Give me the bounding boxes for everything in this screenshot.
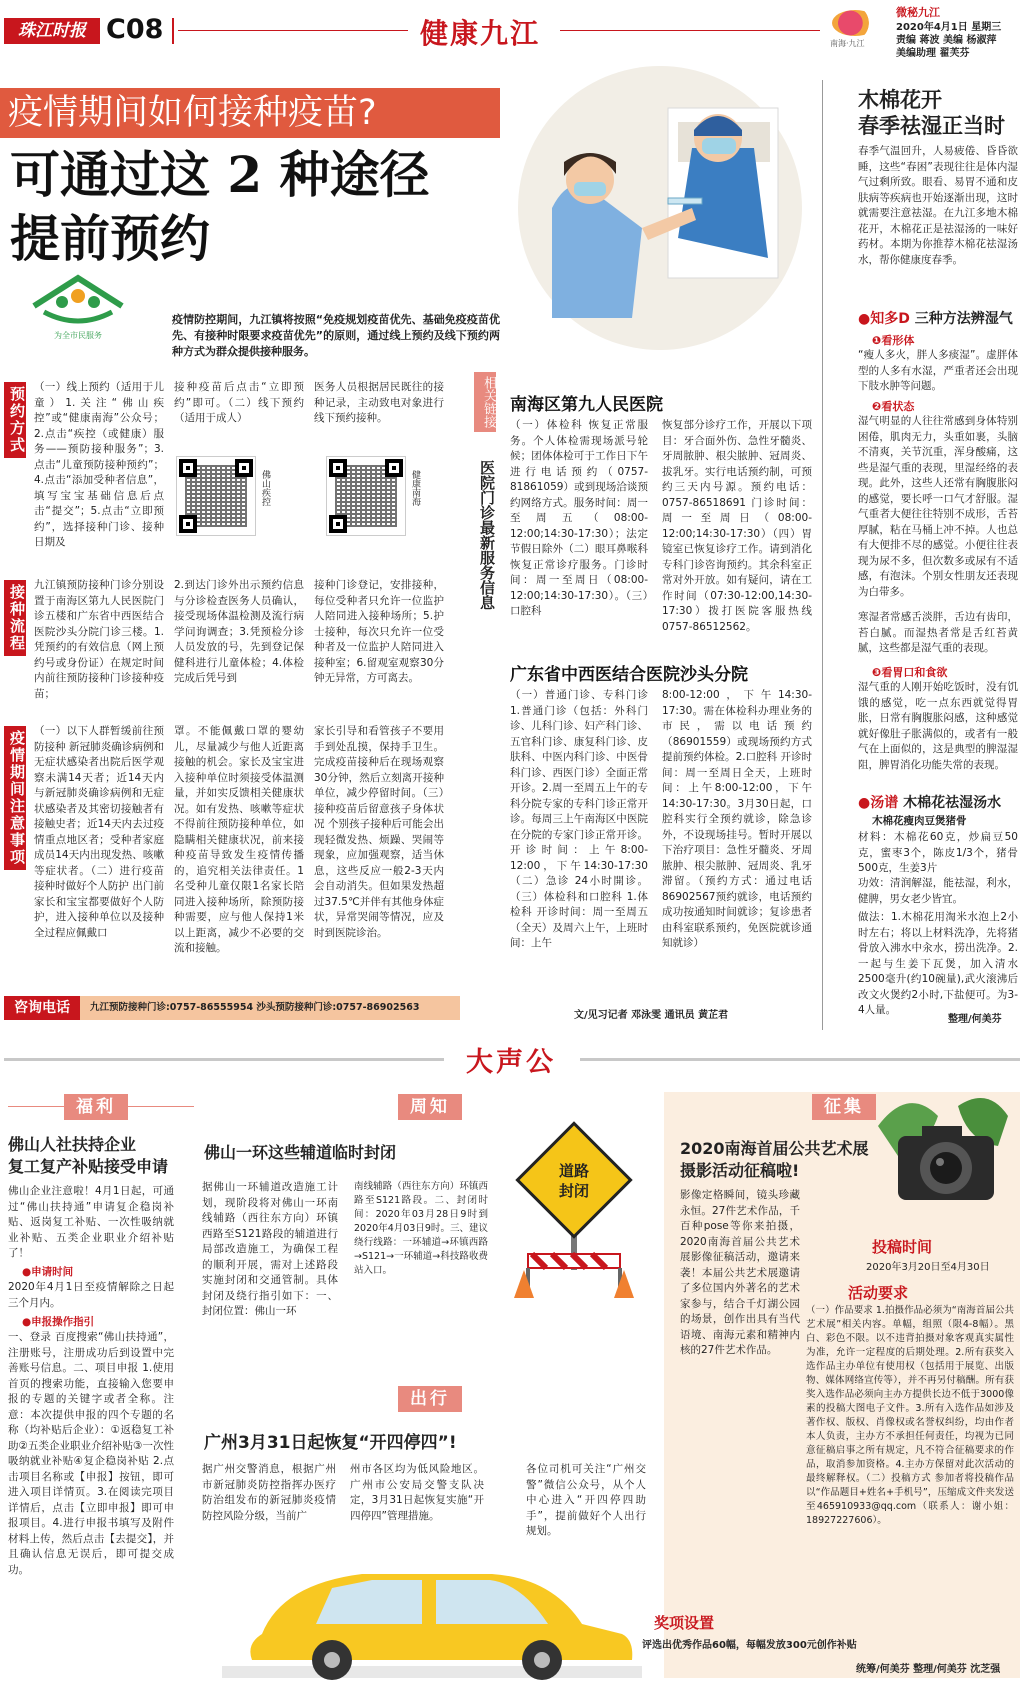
- hospital-1-col-2: 恢复部分诊疗工作，开展以下项目：牙合面外伤、急性牙髓炎、牙周脓肿、根尖脓肿、冠周炎、拔乳牙。实行电话预约制，可预约三天内号源。预约电话：0757-86518691 门诊时间：周一至周日（08:00-12:00;14:30-17:30）（四）胃镜室已恢复诊疗工作。请到消化专科门诊咨询预约。其余科室正常对外开放。如有疑问，请在工作时间（07:30-12:00,14:30-17:30）拨打医院客服热线0757-86512562。: [662, 419, 812, 633]
- label-booking: 预约方式: [4, 382, 26, 458]
- hospital-2-col-2: 8:00-12:00，下午14:30-17:30。需在体检科办理业务的市民，需以电话预约（86901559）或现场预约方式提前预约体检。2.口腔科 开诊时间：周一至周日全天，上班时间：上午8:00-12:00，下午14:30-17:30。3月30日起，口腔科实行全预约就诊，除急诊外，不设现场挂号。暂时开展以下治疗项目：急性牙髓炎、牙周脓肿、根尖脓肿、冠周炎、乳牙滞留。（预约方式：通过电话86902567预约就诊，电话预约成功按通知时间就诊；复诊患者由科室联系预约，免医院就诊通知就诊）: [662, 689, 812, 949]
- soup-title: 木棉花祛湿汤水: [903, 795, 1002, 811]
- booking-col-3: 医务人员根据居民既往的接种记录，主动致电对象进行线下预约接种。: [314, 381, 444, 424]
- method-3-label: ❸看胃口和食欲: [872, 666, 948, 679]
- flow-col-1: 九江镇预防接种门诊分别设置于南海区第九人民医院门诊五楼和广东省中西医结合医院沙头分院门诊三楼。1.凭预约的有效信息（网上预约号或身份证）在规定时间内前往预防接种门诊接种疫苗；: [34, 579, 164, 700]
- kapok-title-2: 春季祛湿正当时: [858, 114, 1005, 138]
- clinic-byline: 文/见习记者 邓泳雯 通讯员 黄芷君: [574, 1010, 729, 1021]
- logo-caption: 为全市民服务: [54, 331, 102, 340]
- travel-col-2: 州市各区均为低风险地区。广州市公安局交警支队决定，3月31日起恢复实施“开四停四”管理措施。: [350, 1463, 484, 1522]
- section-logo: [830, 8, 890, 52]
- qr-label-2: 健康南海: [410, 470, 420, 506]
- contest-award-label: 奖项设置: [654, 1614, 715, 1632]
- kapok-byline: 整理/何美芬: [948, 1014, 1002, 1025]
- logo-graphic: [832, 10, 878, 36]
- booking-col-2: 接种疫苗后点击“立即预约”即可。（二）线下预约（适用于成人）: [174, 381, 304, 424]
- travel-tag: 出行: [398, 1386, 462, 1412]
- hospital-1-col-1: （一）体检科 恢复正常服务。个人体检需现场派号轮候；团体体检可于工作日下午进行电话预约（0757-81861059）或到现场洽谈预约网络方式。服务时间：周一至周五（08:00-12:00;14:30-17:30）；法定节假日除外（二）眼耳鼻喉科 恢复正常诊疗服务。门诊时间：周一至周日（08:00-12:00;14:30-17:30）。（三）口腔科: [510, 419, 648, 617]
- kapok-intro: 春季气温回升，人易疲倦、昏昏欲睡，这些“春困”表现往往是体内湿气过剩所致。眼看、易胃不通和皮肤病等疾病也开始逐渐出现，这时就需要注意祛湿。在九江多地木棉花开，木棉花正是祛湿汤的一味好药材。本期为你推荐木棉花祛湿汤水，帮你健康度春季。: [858, 145, 1018, 266]
- consult-label: 咨询电话: [4, 996, 80, 1020]
- footer-byline: 统筹/何美芬 整理/何美芬 沈芝强: [856, 1664, 1001, 1675]
- welfare-title-1: 佛山人社扶持企业: [8, 1135, 137, 1154]
- label-notes: 疫情期间注意事项: [4, 726, 26, 870]
- soup-method: 做法：1.木棉花用淘米水泡上2小时左右；将以上材料洗净，先将猪骨放入沸水中汆水，捞出洗净。2.一起与生姜下瓦煲，加入清水2500毫升(约10碗量),武火滚沸后改文火煲约2小时,下盐便可。为3-4人量。: [858, 911, 1018, 1016]
- kapok-title-1: 木棉花开: [858, 88, 942, 112]
- travel-title: 广州3月31日起恢复“开四停四”!: [204, 1433, 457, 1453]
- contest-award-text: 评选出优秀作品60幅，每幅发放300元创作补贴: [642, 1640, 857, 1651]
- qr-code-health-nanhai[interactable]: [326, 456, 406, 536]
- welfare-time-label: ●申请时间: [22, 1266, 74, 1278]
- soup-effect: 功效：清润解湿，能祛湿，利水，健脾，男女老少皆宜。: [858, 877, 1018, 905]
- logo-sub: 南海·九江: [830, 39, 865, 48]
- welfare-title-2: 复工复产补贴接受申请: [8, 1157, 169, 1176]
- notice-col-2: 南线辅路（西往东方向）环镇西路至S121路段。二、封闭时间：2020年03月28日9时到2020年4月03日9时。三、建议绕行线路：一环辅道→环镇西路→S121→一环辅道→科技路收费站入口。: [354, 1181, 488, 1276]
- soup-ingredients: 材料：木棉花60克，炒扁豆50克，蜜枣3个，陈皮1/3个，猪骨500克，生姜3片: [858, 831, 1018, 874]
- qr-code-foshan-cdc[interactable]: [176, 456, 256, 536]
- method-2-text-2: 寒湿者常感舌淡胖，舌边有齿印，苔白腻。而湿热者常是舌红苔黄腻，这些都是湿气重的表现。: [858, 611, 1018, 654]
- consult-text: 九江预防接种门诊:0757-86555954 沙头预防接种门诊:0757-86902563: [90, 1002, 420, 1013]
- hospital-1-title: 南海区第九人民医院: [510, 395, 663, 415]
- clinic-logo: [22, 272, 134, 344]
- feature-headline-2: 提前预约: [10, 209, 210, 268]
- qr-label-1: 佛山疾控: [260, 470, 270, 506]
- flow-col-3: 接种门诊登记，安排接种，每位受种者只允许一位监护人陪同进入接种场所；5.护士接种，每次只允许一位受种者及一位监护人陪同进入接种室；6.留观室观察30分钟无异常，方可离去。: [314, 579, 444, 684]
- dsg-title: 大声公: [466, 1047, 556, 1078]
- welfare-time-text: 2020年4月1日至疫情解除之日起三个月内。: [8, 1281, 174, 1309]
- logo-text: 微秘九江: [896, 6, 940, 19]
- travel-col-1: 据广州交警消息，根据广州市新冠肺炎防控指挥办医疗防治组发布的新冠肺炎疫情防控风险分级，当前广: [202, 1463, 336, 1522]
- hospital-2-title: 广东省中西医结合医院沙头分院: [510, 665, 748, 685]
- editor-line: 责编 蒋波 美编 杨淑萍: [896, 35, 997, 46]
- feature-headline-1: 可通过这 2 种途径: [10, 145, 430, 204]
- sign-text-1: 道路: [558, 1162, 589, 1180]
- label-flow: 接种流程: [4, 580, 26, 656]
- travel-col-3: 各位司机可关注“广州交警”微信公众号，从个人中心进入“开四停四助手”，提前做好个人出行规划。: [526, 1463, 646, 1537]
- notice-col-1: 据佛山一环辅道改造施工计划，现阶段将对佛山一环南线辅路（西往东方向）环镇西路至S121路段的辅道进行局部改造施工，为确保工程的顺利开展，需对上述路段实施封闭和交通管制。具体封闭及绕行指引如下：一、封闭位置：佛山一环: [202, 1181, 338, 1317]
- car-illustration: [222, 1544, 642, 1678]
- booking-col-1: （一）线上预约（适用于儿童）1.关注“佛山疾控”或“健康南海”公众号；2.点击“疾控（或健康）服务——预防接种服务”；3.点击“儿童预防接种预约”；4.点击“添加受种者信息”，填写宝宝基础信息后点击“提交”；5.点击“立即预约”，选择接种门诊、接种日期及: [34, 381, 164, 548]
- method-1-label: ❶看形体: [872, 334, 915, 347]
- flow-col-2: 2.到达门诊外出示预约信息与分诊检查医务人员确认，接受现场体温检测及流行病学问询调查；3.凭预检分诊人员发放的号，先到登记保健科进行儿童体检；4.体检完成后凭号到: [174, 579, 304, 684]
- assistant-line: 美编助理 翟芙芬: [896, 48, 970, 59]
- contest-intro: 影像定格瞬间，镜头珍藏永恒。27件艺术作品，千百种pose等你来拍摄，2020南海首届公共艺术展影像征稿活动，邀请来袭！本届公共艺术展邀请了多位国内外著名的艺术家参与，结合千灯湖公园的场景，创作出具有当代语境、南海元素和精神内核的27件艺术作品。: [680, 1189, 800, 1356]
- method-1-text: “瘦人多火，胖人多痰湿”。虚胖体型的人多有水湿，严重者还会出现下肢水肿等问题。: [858, 349, 1018, 392]
- welfare-body: 佛山企业注意啦！4月1日起，可通过“佛山扶持通”申请复企稳岗补贴、返岗复工补贴、一次性吸纳就业补贴、五类企业职业介绍补贴了！: [8, 1185, 174, 1259]
- know-label: ●知多D: [858, 311, 910, 327]
- column-divider: [822, 80, 823, 1030]
- soup-name: 木棉花瘦肉豆煲猪骨: [872, 815, 967, 827]
- section-title: 健康九江: [420, 17, 541, 50]
- dsg-rule-left: [4, 1058, 444, 1061]
- vaccination-illustration: [492, 58, 808, 358]
- issue-date: 2020年4月1日 星期三: [896, 22, 1002, 33]
- feature-kicker: 疫情期间如何接种疫苗?: [8, 93, 377, 133]
- welfare-tag: 福利: [64, 1094, 128, 1120]
- notes-col-3: 家长引导和看管孩子不要用手到处乱摸，保持手卫生。完成疫苗接种后在现场观察30分钟，然后立刻离开接种单位，减少停留时间。（三）接种疫苗后留意孩子身体状况 个别孩子接种后可能会出现轻微发热、烦躁、哭闹等现象，应加强观察，适当休息，这些反应一般2-3天内会自动消失。但如果发热超过37.5℃并伴有其他身体症状，异常哭闹等情况，应及时到医院诊治。: [314, 725, 444, 939]
- method-3-text: 湿气重的人刚开始吃饭时，没有饥饿的感觉，吃一点东西就觉得胃胀，日常有胸腹胀闷感，这种感觉就好像肚子胀满似的，或者有一般气在上面似的，这是典型的脾湿湿阻，脾胃消化功能失常的表现。: [858, 681, 1018, 771]
- method-2-text: 湿气明显的人往往常感到身体特别困倦，肌肉无力，头重如裹，头脑不清爽，关节沉重，浑身酸痛，这些是湿气重的表现，里湿经络的表现。此外，这些人还常有胸腹胀闷的感觉，要长呼一口气才舒服。湿气重者大便往往特别不成形，舌苔厚腻，粘在马桶上冲不掉。人也总有大便排不尽的感觉。小便往往表现为尿不多，但次数多或尿有不适感，有泡沫。个别女性朋友还表现为白带多。: [858, 415, 1018, 598]
- welfare-guide-label: ●申报操作指引: [22, 1316, 95, 1328]
- masthead: [0, 0, 1024, 58]
- contest-title-1: 2020南海首届公共艺术展: [680, 1139, 869, 1158]
- notice-tag: 周知: [398, 1094, 462, 1120]
- notes-col-1: （一）以下人群暂缓前往预防接种 新冠肺炎确诊病例和无症状感染者出院后医学观察未满14天者；近14天内与新冠肺炎确诊病例和无症状感染者及其密切接触者有接触史者；近14天内去过疫情重点地区者；受种者家庭成员14天内出现发热、咳嗽等症状者。（二）进行疫苗接种时做好个人防护 出门前家长和宝宝都要做好个人防护，进入接种单位以及接种全过程应佩戴口: [34, 725, 164, 939]
- header-rule: [178, 30, 408, 31]
- know-title: 三种方法辨湿气: [914, 311, 1013, 327]
- contest-req-label: 活动要求: [848, 1284, 909, 1302]
- clinic-side-bar: [474, 372, 498, 662]
- feature-kicker-bar: [0, 88, 500, 138]
- camera-illustration: [868, 1086, 1018, 1216]
- method-2-label: ❷看状态: [872, 400, 915, 413]
- road-closed-sign: [510, 1130, 638, 1300]
- notes-col-2: 罩。不能佩戴口罩的婴幼儿，尽量减少与他人近距离接触的机会。家长及宝宝进入接种单位时须接受体温测量，并如实反馈相关健康状况。如有发热、咳嗽等症状不得前往预防接种单位，如隐瞒相关健康状况，前来接种疫苗导致发生疫情传播的，追究相关法律责任。1名受种儿童仅限1名家长陪同进入接种场所，除预防接种需要，应与他人保持1米以上距离，减少不必要的交流和接触。: [174, 725, 304, 954]
- clinic-side-label-big: 医院门诊最新服务信息: [478, 460, 496, 610]
- soup-label: ●汤谱: [858, 795, 899, 811]
- contest-time-label: 投稿时间: [872, 1238, 933, 1256]
- contest-req-text: （一）作品要求 1.拍摄作品必须为“南海首届公共艺术展”相关内容。单幅，组照（限4-8幅）。黑白、彩色不限。以不违背拍摄对象客观真实属性为准，允许一定程度的后期处理。2.所有获奖入选作品主办单位有使用权（包括用于展览、出版物、媒体网络宣传等），并不再另付稿酬。所有获奖入选作品必须向主办方提供长边不低于3000像素的投稿大图电子文件。3.所有入选作品如涉及著作权、版权、肖像权或名誉权纠纷，均由作者本人负责，主办方不承担任何责任，均视为已同意征稿启事之所有规定，凡不符合征稿要求的作品，取消参加资格。4.主办方保留对此次活动的最终解释权。（二）投稿方式 参加者将投稿作品以“作品题目+姓名+手机号”，压缩成文件夹发送至465910933@qq.com（联系人：谢小姐：18927227606）。: [806, 1305, 1014, 1526]
- welfare-guide-text: 一、登录 百度搜索“佛山扶持通”，注册账号，注册成功后到设置中完善账号信息。二、项目申报 1.使用首页的搜索功能，直接输入您要申报的专题的关键字或者全称。注意：本次提供申报的四个专题的名称（均补贴后企业）：①返稳复工补助②五类企业职业介绍补贴③一次性吸纳就业补贴④复企稳岗补贴 2.点击项目名称或【申报】按钮，即可进入项目详情页。3.在阅读完项目详情后，点击【立即申报】即可申报项目。4.进行申报书填写及附件材料上传，然后点击【去提交】，并且确认信息无误后，即可提交成功。: [8, 1331, 174, 1576]
- kapok-soup: [858, 792, 1001, 812]
- header-rule: [560, 30, 820, 31]
- hospital-2-col-1: （一）普通门诊、专科门诊 1.普通门诊（包括：外科门诊、儿科门诊、妇产科门诊、五官科门诊、康复科门诊、皮肤科、中医内科门诊、中医骨科门诊、西医门诊）全面正常开诊。2.周一至周五上午的专科分院专家的专科门诊正常开诊。每周三上午南海区中医院在分院的专家门诊正常开诊。开诊时间：上午8:00-12:00，下午14:30-17:30（二）急诊 24小时開诊。（三）体检科和口腔科 1.体检科 开诊时间：周一至周五（全天）及周六上午，上班时间：上午: [510, 689, 648, 949]
- notice-title: 佛山一环这些辅道临时封闭: [204, 1143, 397, 1162]
- contest-time-text: 2020年3月20日至4月30日: [866, 1262, 990, 1273]
- sign-text-2: 封闭: [558, 1182, 589, 1200]
- divider: [172, 18, 174, 44]
- contest-title-2: 摄影活动征稿啦!: [680, 1161, 800, 1180]
- page-number: C08: [106, 14, 164, 45]
- kapok-know: [858, 308, 1013, 328]
- contest-tag: 征集: [812, 1094, 876, 1120]
- paper-name: 珠江时报: [4, 18, 100, 44]
- dsg-rule-right: [580, 1058, 1020, 1061]
- feature-lead: 疫情防控期间，九江镇将按照“免疫规划疫苗优先、基础免疫疫苗优先、有接种时限要求疫苗优先”的原则，通过线上预约及线下预约两种方式为群众提供接种服务。: [172, 313, 500, 358]
- consult-bar: [4, 996, 460, 1020]
- clinic-side-label-small: 相关链接: [474, 372, 496, 432]
